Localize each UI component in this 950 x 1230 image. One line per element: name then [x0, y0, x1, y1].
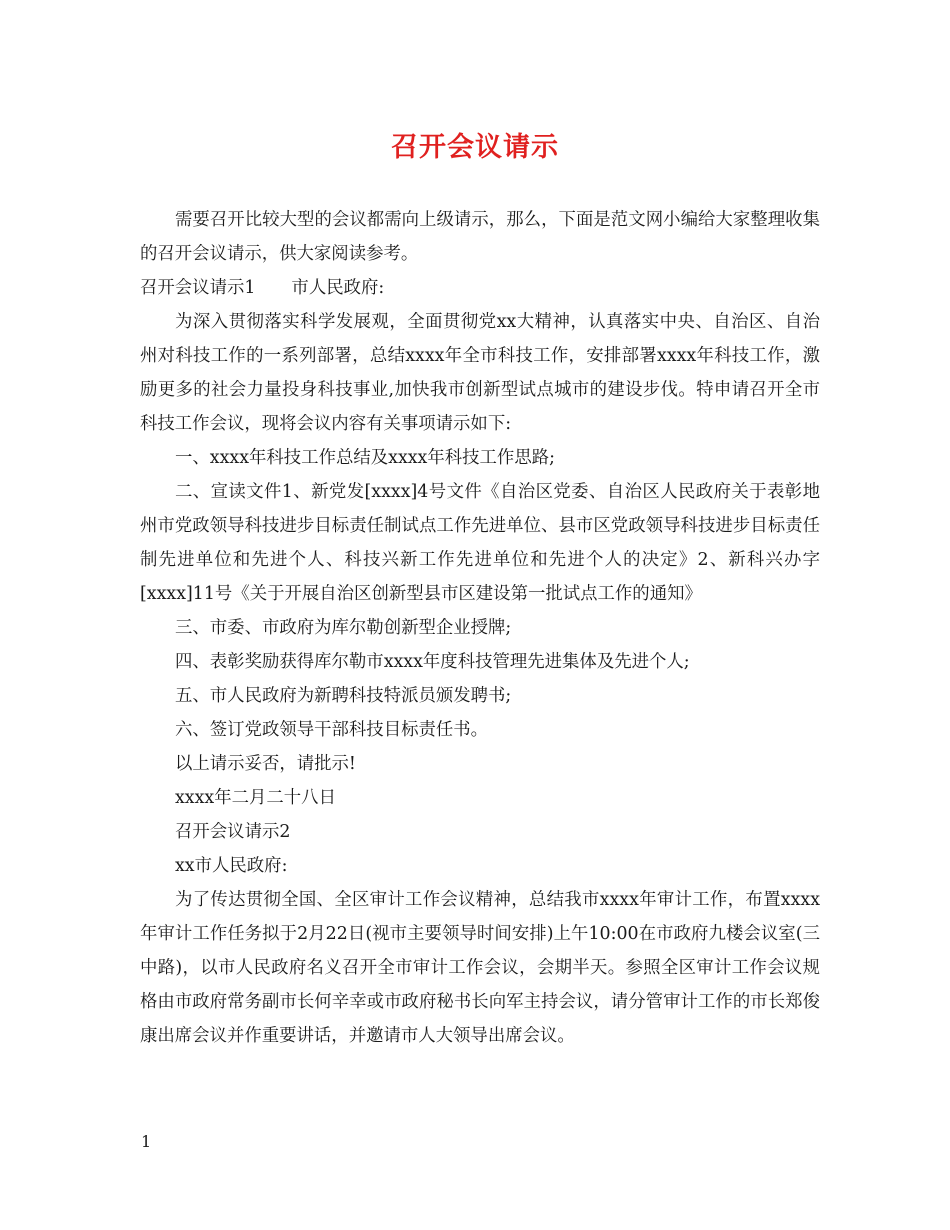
section2-paragraph: 为了传达贯彻全国、全区审计工作会议精神，总结我市xxxx年审计工作，布置xxxx年审计工作任务拟于2月22日(视市主要领导时间安排)上午10:00在市政府九楼会议室(三中路)，以市人民政府名义召开全市审计工作会议，会期半天。参照全区审计工作会议规格由市政府常务副市长何辛幸或市政府秘书长向军主持会议，请分管审计工作的市长郑俊康出席会议并作重要讲话，并邀请市人大领导出席会议。: [140, 890, 820, 1046]
list-item-2: 二、宣读文件1、新党发[xxxx]4号文件《自治区党委、自治区人民政府关于表彰地州市党政领导科技进步目标责任制试点工作先进单位、县市区党政领导科技进步目标责任制先进单位和先进个人、科技兴新工作先进单位和先进个人的决定》2、新科兴办字[xxxx]11号《关于开展自治区创新型县市区建设第一批试点工作的通知》: [140, 482, 820, 604]
section2-heading: 召开会议请示2: [175, 822, 291, 842]
section1-heading: 召开会议请示1: [140, 278, 256, 298]
list-item-1: 一、xxxx年科技工作总结及xxxx年科技工作思路;: [175, 448, 555, 468]
document-title: 召开会议请示: [391, 132, 559, 163]
list-item-6: 六、签订党政领导干部科技目标责任书。: [175, 720, 489, 740]
list-item-5: 五、市人民政府为新聘科技特派员颁发聘书;: [175, 686, 512, 706]
date-line: xxxx年二月二十八日: [175, 788, 336, 808]
list-item-4: 四、表彰奖励获得库尔勒市xxxx年度科技管理先进集体及先进个人;: [175, 652, 690, 672]
page-number: 1: [141, 1132, 152, 1151]
section2-addressee: xx市人民政府:: [175, 856, 288, 876]
list-item-3: 三、市委、市政府为库尔勒创新型企业授牌;: [175, 618, 512, 638]
section1-addressee: 市人民政府:: [291, 278, 385, 298]
closing-request: 以上请示妥否，请批示!: [175, 754, 356, 774]
section1-paragraph: 为深入贯彻落实科学发展观，全面贯彻党xx大精神，认真落实中央、自治区、自治州对科技工作的一系列部署，总结xxxx年全市科技工作，安排部署xxxx年科技工作，激励更多的社会力量投身科技事业,加快我市创新型试点城市的建设步伐。特申请召开全市科技工作会议，现将会议内容有关事项请示如下:: [140, 312, 820, 434]
section1-header-line: [140, 271, 820, 305]
document-body: [140, 203, 820, 1053]
intro-paragraph: 需要召开比较大型的会议都需向上级请示，那么，下面是范文网小编给大家整理收集的召开会议请示，供大家阅读参考。: [140, 210, 820, 264]
